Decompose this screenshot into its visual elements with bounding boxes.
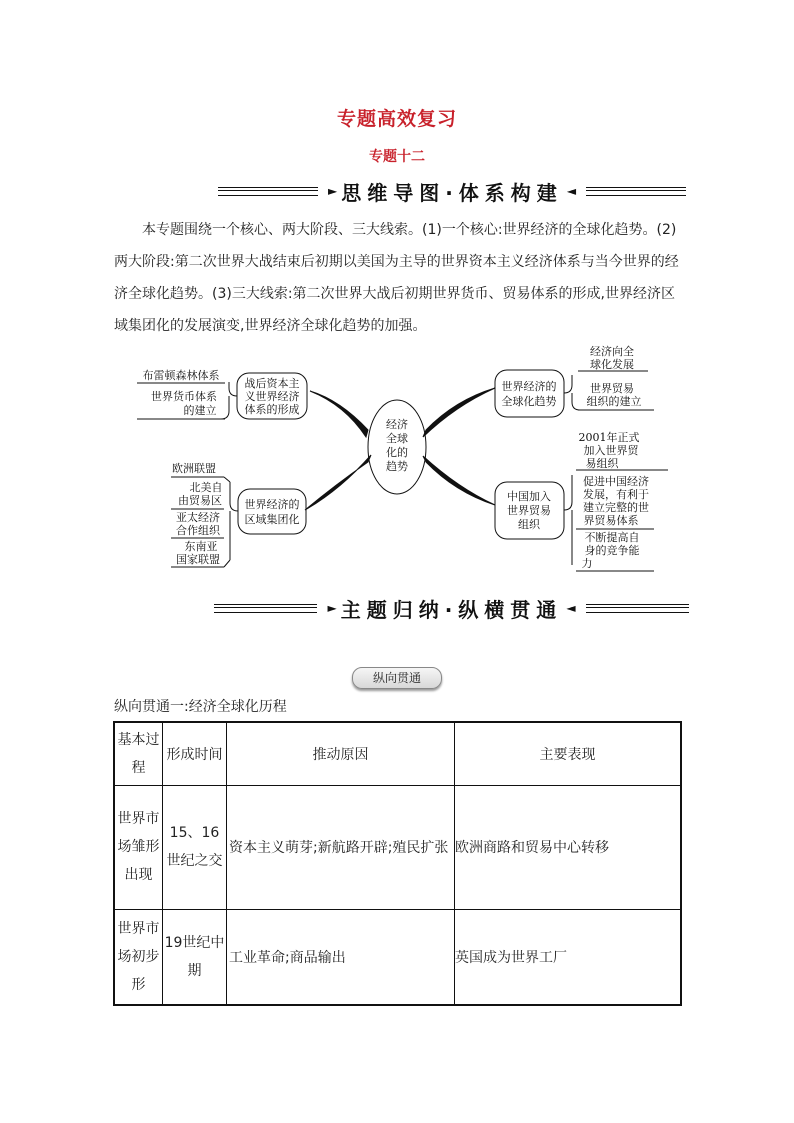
globalization-table: [113, 721, 682, 1006]
cell-manifest: 英国成为世界工厂: [455, 909, 682, 1005]
header-time: 形成时间: [163, 722, 227, 785]
center-line-4: 趋势: [386, 460, 408, 473]
leaf-apec-l1: 亚太经济: [176, 511, 220, 524]
vertical-link-tag: 纵向贯通: [352, 667, 442, 689]
intro-paragraph: 本专题围绕一个核心、两大阶段、三大线索。(1)一个核心:世界经济的全球化趋势。(2)两大阶段:第二次世界大战结束后初期以美国为主导的世界资本主义经济体系与当今世界的经济全球化趋势。(3)三大线索:第二次世界大战后初期世界货币、贸易体系的形成,世界经济区域集团化的发展演变,世界经济全球化趋势的加强。: [114, 222, 679, 334]
leaf-currency-l1: 世界货币体系: [151, 390, 217, 403]
header-manifest: 主要表现: [455, 722, 682, 785]
cell-time: 15、16世纪之交: [163, 785, 227, 909]
leaf-promote-l1: 促进中国经济: [583, 475, 649, 488]
header-stage: 基本过程: [114, 722, 163, 785]
leaf-asean-l2: 国家联盟: [176, 553, 220, 566]
arrow-left-icon: ◄: [566, 184, 577, 198]
table-caption: 纵向贯通一:经济全球化历程: [114, 699, 287, 715]
leaf-wto-l2: 组织的建立: [586, 395, 642, 408]
leaf-2001-l2: 加入世界贸: [583, 444, 639, 457]
node-global-l2: 全球化趋势: [501, 395, 557, 408]
node-postwar-l3: 体系的形成: [244, 403, 300, 416]
leaf-compete-l1: 不断提高自: [584, 531, 640, 544]
center-line-2: 全球: [386, 432, 408, 445]
node-china-l2: 世界贸易: [507, 504, 551, 517]
cell-cause: 资本主义萌芽;新航路开辟;殖民扩张: [227, 785, 455, 909]
node-postwar-l1: 战后资本主: [244, 377, 300, 390]
cell-time: 19世纪中期: [163, 909, 227, 1005]
leaf-promote-l4: 界贸易体系: [583, 514, 639, 527]
node-regional-l1: 世界经济的: [244, 498, 300, 511]
table-row: [114, 785, 681, 909]
leaf-compete-l3: 力: [581, 557, 593, 570]
leaf-wto-l1: 世界贸易: [590, 382, 634, 395]
banner-label: 思维导图·体系构建: [341, 180, 563, 205]
header-cause: 推动原因: [227, 722, 455, 785]
banner-rule-right: [586, 604, 689, 613]
leaf-bretton: 布雷顿森林体系: [142, 369, 220, 382]
leaf-compete-l2: 身的竞争能: [584, 544, 640, 557]
arrow-right-icon: ►: [327, 601, 337, 615]
leaf-nafta-l2: 由贸易区: [178, 494, 222, 507]
center-line-3: 化的: [386, 446, 408, 459]
page-subtitle: 专题十二: [369, 149, 425, 165]
cell-stage: 世界市场雏形出现: [114, 785, 163, 909]
node-china-l1: 中国加入: [507, 490, 551, 503]
leaf-promote-l3: 建立完整的世: [583, 501, 649, 514]
banner-label: 主题归纳·纵横贯通: [340, 597, 563, 622]
section-banner-summary: [214, 594, 689, 622]
leaf-2001-l1: 2001年正式: [578, 431, 640, 444]
table-header-row: [114, 722, 681, 785]
leaf-asean-l1: 东南亚: [184, 540, 218, 553]
leaf-apec-l2: 合作组织: [176, 524, 220, 537]
cell-stage: 世界市场初步形: [114, 909, 163, 1005]
leaf-eu: 欧洲联盟: [172, 462, 216, 475]
leaf-trend-l1: 经济向全: [590, 345, 634, 358]
leaf-nafta-l1: 北美自: [189, 481, 223, 494]
page-title: 专题高效复习: [336, 108, 457, 130]
cell-cause: 工业革命;商品输出: [227, 909, 455, 1005]
node-china-l3: 组织: [518, 518, 540, 531]
banner-rule-left: [214, 604, 317, 613]
table-row: [114, 909, 681, 1005]
leaf-promote-l2: 发展，有利于: [583, 488, 649, 501]
node-global-l1: 世界经济的: [501, 380, 557, 393]
leaf-trend-l2: 球化发展: [590, 358, 634, 371]
leaf-2001-l3: 易组织: [585, 457, 619, 470]
cell-manifest: 欧洲商路和贸易中心转移: [455, 785, 682, 909]
arrow-right-icon: ►: [327, 184, 338, 198]
center-line-1: 经济: [386, 418, 408, 431]
leaf-currency-l2: 的建立: [183, 404, 217, 417]
arrow-left-icon: ◄: [566, 601, 576, 615]
node-regional-l2: 区域集团化: [244, 513, 300, 526]
node-postwar-l2: 义世界经济: [244, 390, 300, 403]
